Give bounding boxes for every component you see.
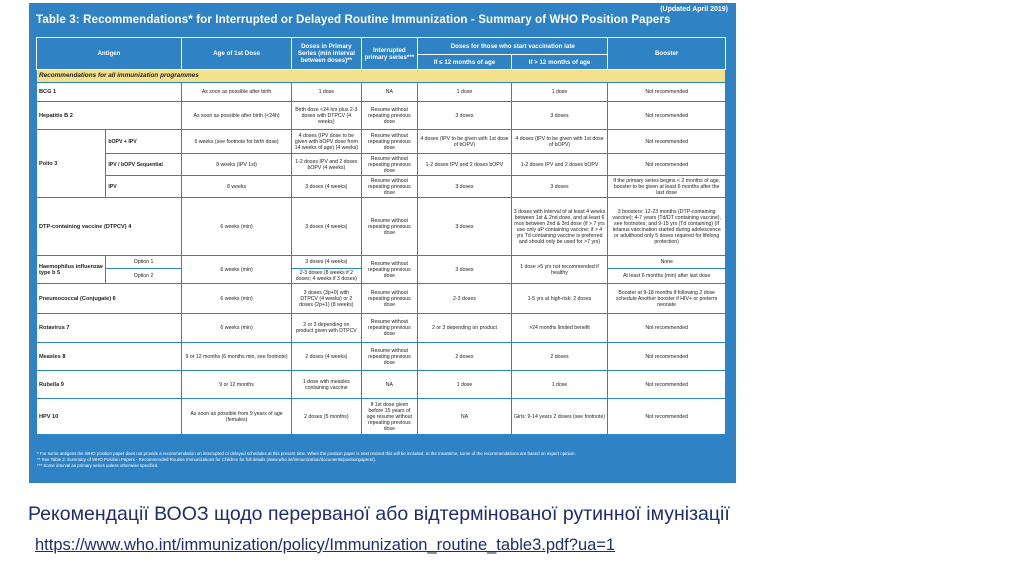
cell: 1-2 doses IPV and 2 doses bOPV [511, 154, 608, 176]
antigen-hepb: Hepatitis B 2 [37, 102, 182, 130]
header-doses-primary: Doses in Primary Series (min interval between doses)** [292, 38, 361, 70]
cell: Resume without repeating previous dose [361, 102, 418, 130]
cell: Resume without repeating previous dose [361, 154, 418, 176]
table-row [37, 198, 726, 256]
table-title: Table 3: Recommendations* for Interrupted or Delayed Routine Immunization - Summary of WHO Position Papers [36, 13, 671, 26]
cell: 8 weeks (IPV 1st) [181, 154, 291, 176]
cell: 1 dose [418, 83, 511, 102]
section-label: Recommendations for all immunization programmes [37, 70, 726, 83]
cell: NA [361, 371, 418, 399]
cell: 4 doses (IPV to be given with 1st dose of bOPV) [511, 130, 608, 154]
antigen-hib: Haemophilus influenzae type b 5 [37, 256, 106, 284]
footnote: * For some antigens the WHO position paper does not provide a recommendation on interrupted or delayed schedules at this present time. When the position paper is next revised this will be included. In the meantime, some of the recommendations are based on expert opinion. [37, 451, 576, 456]
cell: Not recommended [608, 371, 726, 399]
cell: As soon as possible from 9 years of age (females) [181, 399, 291, 435]
antigen-pcv: Pneumococcal (Conjugate) 6 [37, 284, 182, 314]
cell: 9 or 12 months (6 months min, see footnote) [181, 343, 291, 371]
cell: As soon as possible after birth [181, 83, 291, 102]
cell: 3 doses [418, 198, 511, 256]
cell: 2 doses [511, 343, 608, 371]
header-le12: If ≤ 12 months of age [418, 55, 511, 70]
cell: Resume without repeating previous dose [361, 314, 418, 343]
cell: Resume without repeating previous dose [361, 198, 418, 256]
cell: Not recommended [608, 343, 726, 371]
table-row [37, 314, 726, 343]
cell: Not recommended [608, 83, 726, 102]
cell: 3 doses [418, 256, 511, 284]
table-row [37, 102, 726, 130]
footnote: ** See Table 2: Summary of WHO Position Papers - Recommended Routine Immunizations for Children for full details (www.who.int/immunization/documents/positionpapers/). [37, 457, 376, 462]
antigen-polio: Polio 3 [37, 130, 106, 198]
header-booster: Booster [608, 38, 726, 70]
cell: 1 dose >5 yrs not recommended if healthy [511, 256, 608, 284]
cell: 2-3 doses [418, 284, 511, 314]
cell: 6 weeks (min) [181, 256, 291, 284]
antigen-measles: Measles 8 [37, 343, 182, 371]
cell: 1-2 doses IPV and 2 doses bOPV [418, 154, 511, 176]
table-row [37, 176, 726, 198]
cell: 3 doses [511, 102, 608, 130]
updated-note: (Updated April 2019) [660, 6, 728, 13]
polio-sub-sequential: IPV / bOPV Sequential [106, 154, 182, 176]
cell: 3 doses [418, 176, 511, 198]
who-table-image [29, 3, 736, 483]
section-row [37, 70, 726, 83]
footnote: *** Some interval as primary series unless otherwise specified. [37, 463, 159, 468]
table-row [37, 83, 726, 102]
cell: 1-5 yrs at high-risk: 2 doses [511, 284, 608, 314]
cell: At least 6 months (min) after last dose [608, 269, 726, 284]
cell: 6 weeks (see footnote for birth dose) [181, 130, 291, 154]
cell: 2 doses (4 weeks) [292, 343, 361, 371]
antigen-bcg: BCG 1 [37, 83, 182, 102]
cell: 2 or 3 depending on product [418, 314, 511, 343]
cell: Not recommended [608, 130, 726, 154]
immunization-table [36, 37, 726, 435]
header-gt12: If > 12 months of age [511, 55, 608, 70]
table-row [37, 343, 726, 371]
antigen-dtp: DTP-containing vaccine (DTPCV) 4 [37, 198, 182, 256]
hib-option-2: Option 2 [106, 269, 182, 284]
header-antigen: Antigen [37, 38, 182, 70]
cell: Girls: 9-14 years 2 doses (see footnote) [511, 399, 608, 435]
cell: Booster at 9-18 months if following 2 dose schedule Another booster if HIV+ or preterm neonate [608, 284, 726, 314]
cell: 2-3 doses (8 weeks if 2 doses; 4 weeks if 3 doses) [292, 269, 361, 284]
cell: 3 doses (4 weeks) [292, 176, 361, 198]
cell: 3 doses (4 weeks) [292, 256, 361, 269]
cell: 2 doses [418, 343, 511, 371]
cell: Not recommended [608, 399, 726, 435]
hib-option-1: Option 1 [106, 256, 182, 269]
cell: 1 dose [511, 83, 608, 102]
cell: 4 doses (IPV dose to be given with bOPV dose from 14 weeks of age) (4 weeks) [292, 130, 361, 154]
cell: 4 doses (IPV to be given with 1st dose of bOPV) [418, 130, 511, 154]
source-link[interactable]: https://www.who.int/immunization/policy/Immunization_routine_table3.pdf?ua=1 [35, 536, 616, 554]
cell: Not recommended [608, 154, 726, 176]
cell: If 1st dose given before 15 years of age resume without repeating previous dose [361, 399, 418, 435]
cell: Birth dose <24 hrs plus 2-3 doses with DTPCV (4 weeks) [292, 102, 361, 130]
cell: 1 dose with measles containing vaccine [292, 371, 361, 399]
antigen-rubella: Rubella 9 [37, 371, 182, 399]
cell: 3 doses with interval of at least 4 weeks between 1st & 2nd dose, and at least 6 mos between 2nd & 3rd dose (if > 7 yrs use only aP containing vaccine; if > 4 yrs Td containing vaccine is preferred and should only be used for >7 yrs) [511, 198, 608, 256]
cell: 1 dose [418, 371, 511, 399]
antigen-hpv: HPV 10 [37, 399, 182, 435]
footnotes [37, 451, 727, 469]
cell: 6 weeks (min) [181, 198, 291, 256]
table-row [37, 130, 726, 154]
cell: 1 dose [511, 371, 608, 399]
cell: 9 or 12 months [181, 371, 291, 399]
cell: 6 weeks (min) [181, 314, 291, 343]
cell: Resume without repeating previous dose [361, 130, 418, 154]
cell: 2 doses (5 months) [292, 399, 361, 435]
cell: As soon as possible after birth (<24h) [181, 102, 291, 130]
cell: Resume without repeating previous dose [361, 343, 418, 371]
cell: 1-2 doses IPV and 2 doses bOPV (4 weeks) [292, 154, 361, 176]
table-row [37, 399, 726, 435]
cell: 3 doses (4 weeks) [292, 198, 361, 256]
table-row [37, 371, 726, 399]
header-interrupted: Interrupted primary series*** [361, 38, 418, 70]
polio-sub-bopv-ipv: bOPV + IPV [106, 130, 182, 154]
cell: Not recommended [608, 314, 726, 343]
cell: NA [361, 83, 418, 102]
cell: Resume without repeating previous dose [361, 284, 418, 314]
table-row [37, 284, 726, 314]
cell: 8 weeks [181, 176, 291, 198]
cell: Resume without repeating previous dose [361, 176, 418, 198]
cell: 3 doses [511, 176, 608, 198]
header-doses-late: Doses for those who start vaccination late [418, 38, 608, 55]
cell: 3 boosters: 12-23 months (DTP-containing vaccine); 4-7 years (Td/DT containing vaccine), see footnotes; and 9-15 yrs (Td containing) (If tetanus vaccination started during adolescence or adulthood only 5 doses required for lifelong protection) [608, 198, 726, 256]
cell: If the primary series begins < 2 months of age, booster to be given at least 6 months after the last dose [608, 176, 726, 198]
slide-caption: Рекомендації ВООЗ щодо перерваної або відтермінованої рутинної імунізації [28, 503, 730, 525]
antigen-rota: Rotavirus 7 [37, 314, 182, 343]
table-row [37, 154, 726, 176]
cell: Not recommended [608, 102, 726, 130]
cell: 1 dose [292, 83, 361, 102]
cell: 3 doses (3p+0) with DTPCV (4 weeks) or 2 doses (2p+1) (8 weeks) [292, 284, 361, 314]
polio-sub-ipv: IPV [106, 176, 182, 198]
table-row [37, 256, 726, 269]
cell: 2 or 3 depending on product given with DTPCV [292, 314, 361, 343]
cell: >24 months limited benefit [511, 314, 608, 343]
cell: Resume without repeating previous dose [361, 256, 418, 284]
cell: NA [418, 399, 511, 435]
cell: 3 doses [418, 102, 511, 130]
cell: 6 weeks (min) [181, 284, 291, 314]
cell: None [608, 256, 726, 269]
header-age-first-dose: Age of 1st Dose [181, 38, 291, 70]
